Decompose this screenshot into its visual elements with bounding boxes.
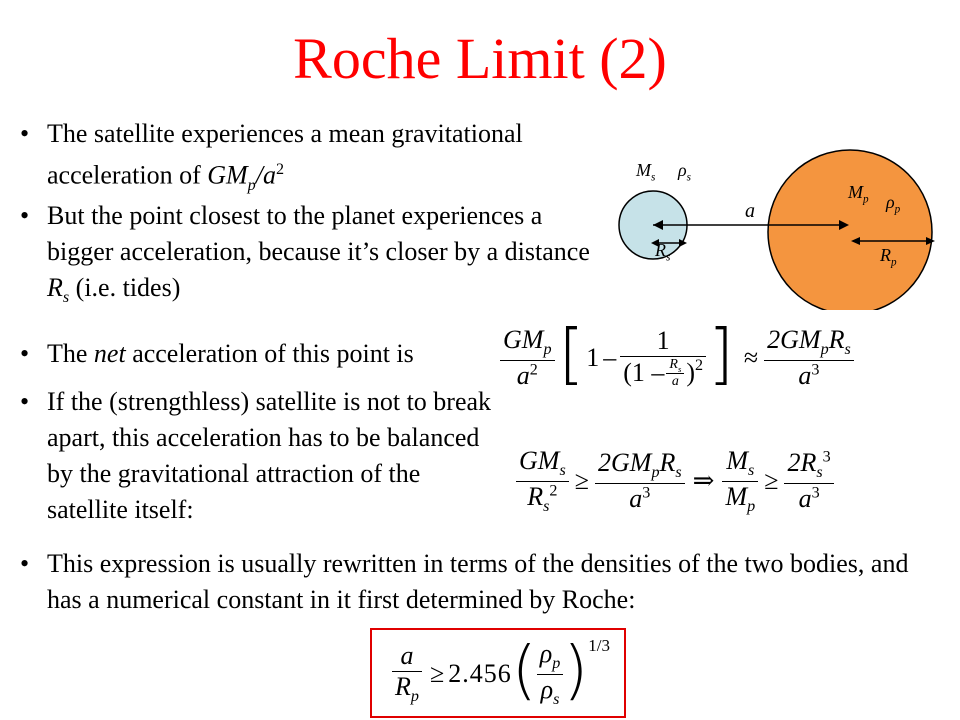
frac-rs3-a3: $\frac{2R_s^3}{a^3}$: [784, 448, 833, 513]
equation-balance: [516, 438, 834, 524]
roche-constant: 2.456: [448, 659, 512, 688]
implies-sign: ⇒: [692, 466, 715, 495]
var-sub: s: [62, 289, 70, 307]
label-planet-radius: $R_p$: [880, 245, 897, 269]
bullet-text: If the (strengthless) satellite is not to break apart, this acceleration has to be balanced by the gravitational attraction of the satellite itself:: [47, 387, 492, 524]
geq-sign: ≥: [574, 466, 589, 495]
frac-gm-a2: $\frac{GM_p}{a^2}$: [500, 325, 555, 390]
frac-a-rp: $\frac{a}{R_p}$: [392, 641, 422, 706]
bullet-densities: [20, 546, 927, 618]
bullet-text: The: [47, 339, 94, 368]
bullet-marker: •: [20, 339, 30, 368]
label-planet-density: $\rho_p$: [886, 192, 901, 216]
bracket-left: [: [558, 315, 585, 392]
planet-circle: [768, 150, 932, 310]
geq-sign: ≥: [429, 659, 445, 688]
exponent-one-third: 1/3: [588, 636, 610, 655]
frac-tidal: $\frac{2GM_pR_s}{a^3}$: [595, 448, 685, 513]
geq-sign-2: ≥: [764, 466, 779, 495]
expr-sub: p: [247, 176, 256, 194]
frac-inner: 1 (1 – $\frac{R_s}{a}$ ) $^2$: [620, 326, 706, 391]
bullet-balance: [20, 384, 507, 528]
bullet-text: This expression is usually rewritten in terms of the densities of the two bodies, and has a numerical constant in it first determined by Roche:: [47, 549, 909, 614]
approx-sign: ≈: [743, 343, 759, 372]
frac-density-ratio: $\frac{\rho_p}{\rho_s}$: [537, 639, 564, 708]
frac-gms-rs2: $\frac{GM_s}{R_s^2}$: [516, 446, 569, 515]
var-r: R: [47, 273, 63, 302]
expr-gm: GM: [207, 160, 248, 190]
emph-net: net: [93, 339, 126, 368]
one: 1: [586, 343, 600, 372]
expr-sup: 2: [275, 161, 285, 178]
label-satellite-mass: $M_s$: [636, 160, 656, 184]
bracket-right: ]: [708, 315, 734, 392]
paren-left: (: [511, 634, 537, 708]
equation-roche-limit: [392, 632, 610, 716]
frac-mass-ratio: $\frac{M_s}{M_p}$: [722, 446, 758, 515]
bullet-closest-point: [20, 198, 607, 316]
expr-div: /a: [255, 160, 276, 190]
bullet-mean-acceleration: [20, 116, 547, 204]
bullet-text-tail: (i.e. tides): [69, 273, 181, 302]
bullet-marker: •: [20, 201, 30, 230]
bullet-text: But the point closest to the planet experiences a bigger acceleration, because it’s closer by a distance: [47, 201, 590, 266]
bullet-text: The satellite experiences a mean gravitational acceleration of: [47, 119, 523, 190]
label-separation: a: [745, 200, 755, 222]
roche-diagram: [605, 140, 945, 310]
paren-right: ): [563, 634, 589, 708]
equation-net-acceleration: [500, 315, 854, 398]
minus: –: [603, 343, 617, 372]
bullet-text-tail: acceleration of this point is: [125, 339, 414, 368]
label-satellite-density: $\rho_s$: [678, 160, 691, 184]
bullet-marker: •: [20, 119, 30, 148]
frac-rhs: $\frac{2GM_pR_s}{a^3}$: [764, 325, 854, 390]
slide-title: Roche Limit (2): [293, 26, 667, 91]
label-satellite-radius: $R_s$: [655, 240, 671, 264]
bullet-net-acceleration: [20, 336, 507, 372]
bullet-marker: •: [20, 549, 30, 578]
bullet-marker: •: [20, 387, 30, 416]
label-planet-mass: $M_p$: [848, 182, 869, 206]
